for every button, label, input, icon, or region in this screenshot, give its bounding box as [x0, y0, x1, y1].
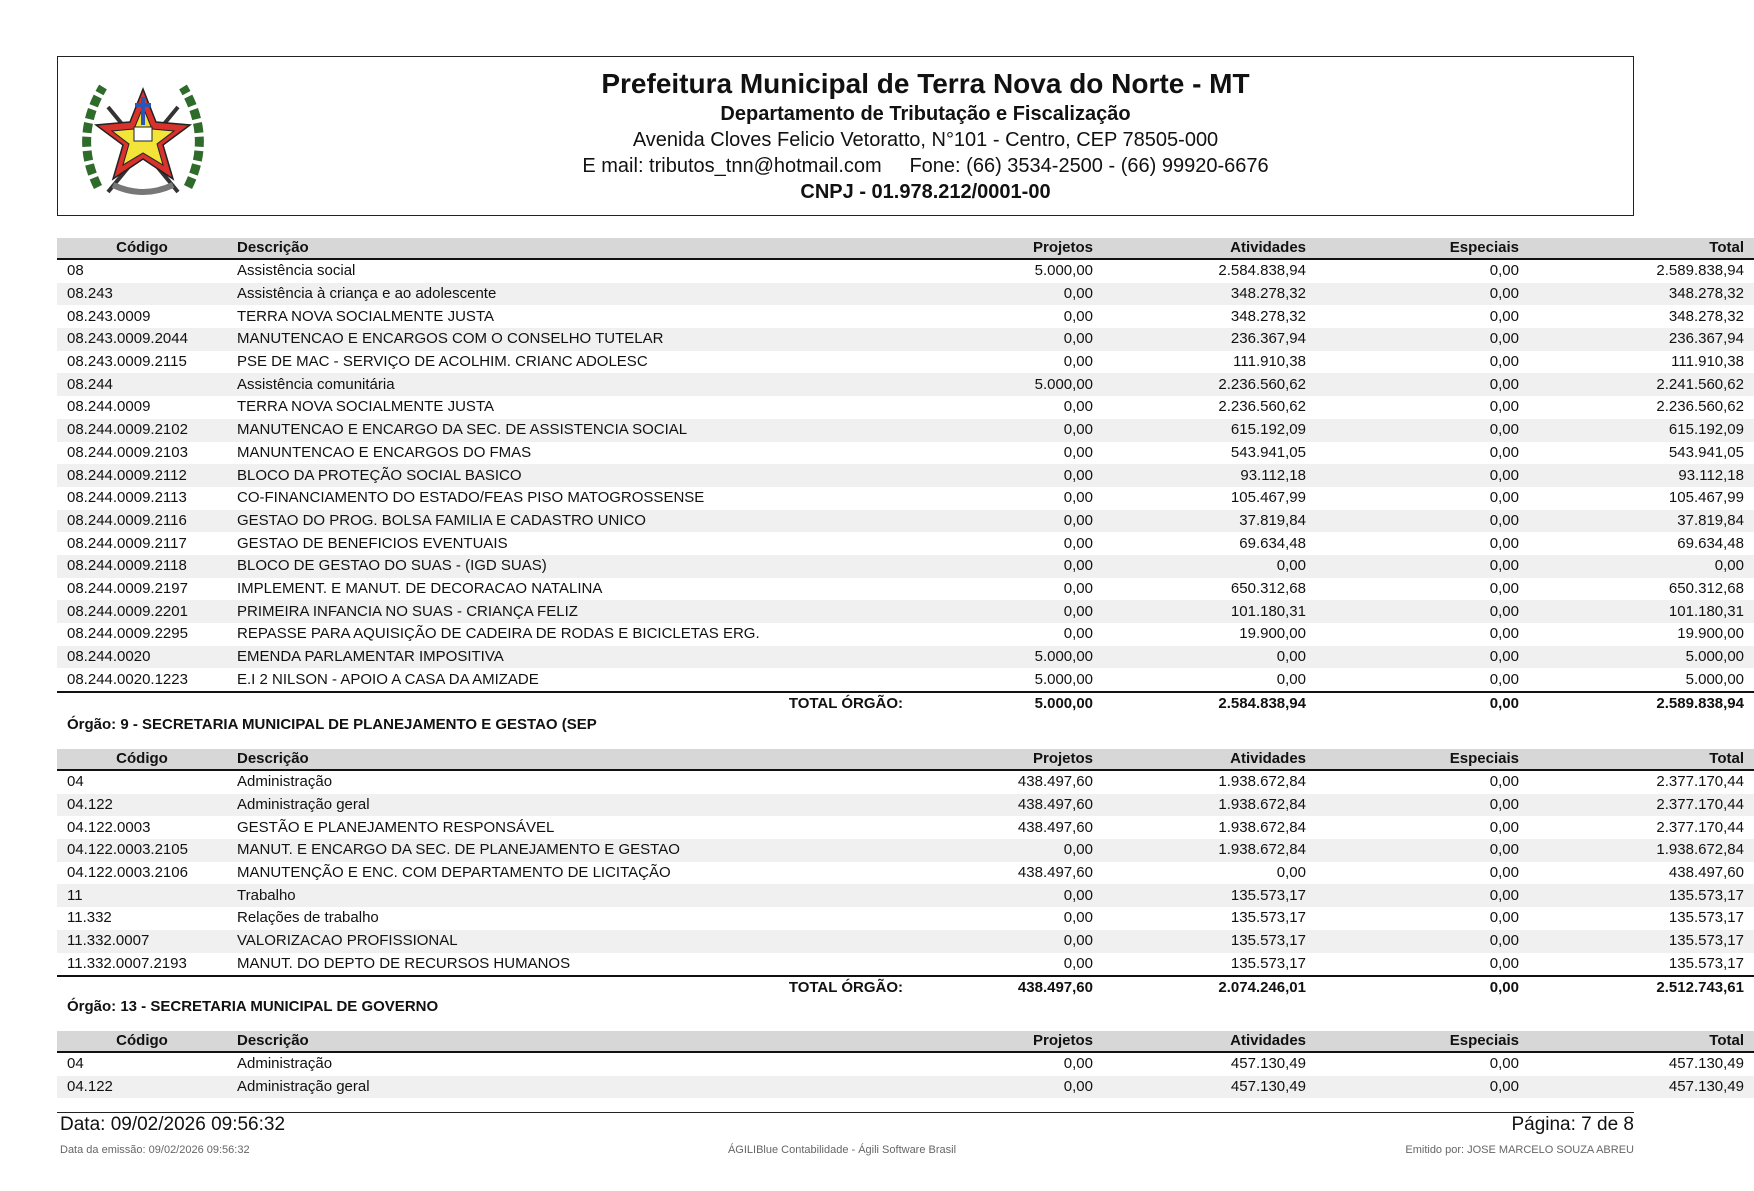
- total-label: TOTAL ÓRGÃO:: [227, 692, 913, 715]
- row-description: MANUTENCAO E ENCARGO DA SEC. DE ASSISTENCIA SOCIAL: [227, 419, 913, 442]
- row-code: 08.244.0009.2197: [67, 579, 188, 597]
- row-special: 0,00: [1316, 419, 1529, 442]
- row-projects: 5.000,00: [913, 646, 1103, 669]
- row-total: 236.367,94: [1529, 328, 1754, 351]
- row-projects: 5.000,00: [1034, 670, 1093, 688]
- col-header-projects: Projetos: [913, 1031, 1103, 1052]
- row-total: 2.589.838,94: [1656, 262, 1744, 280]
- table-row: [57, 305, 1754, 328]
- row-code: 08.244.0009.2112: [57, 464, 227, 487]
- row-special: 0,00: [1489, 670, 1519, 688]
- col-header-activities: Atividades: [1103, 238, 1316, 259]
- table-row: [57, 668, 1754, 692]
- table-row: [57, 373, 1754, 396]
- table-row: [57, 839, 1754, 862]
- col-header-description: Descrição: [227, 749, 913, 770]
- row-code: 04.122: [57, 794, 227, 817]
- row-projects: 0,00: [1063, 443, 1093, 461]
- footer-emission-date: Data da emissão: 09/02/2026 09:56:32: [60, 1144, 250, 1156]
- table-row: [57, 283, 1754, 306]
- row-projects: 0,00: [1063, 909, 1093, 927]
- row-special: 0,00: [1489, 489, 1519, 507]
- row-projects: 0,00: [1063, 398, 1093, 416]
- row-total: 135.573,17: [1668, 954, 1744, 972]
- row-code: 11.332.0007.2193: [67, 954, 187, 972]
- row-special: 0,00: [1489, 579, 1519, 597]
- row-activities: 1.938.672,84: [1218, 818, 1306, 836]
- row-total: 5.000,00: [1685, 670, 1744, 688]
- table-row: [57, 555, 1754, 578]
- row-special: 0,00: [1489, 909, 1519, 927]
- row-description: Relações de trabalho: [237, 909, 379, 927]
- row-projects: 0,00: [913, 510, 1103, 533]
- row-projects: 0,00: [913, 328, 1103, 351]
- row-activities: 0,00: [1103, 555, 1316, 578]
- row-special: 0,00: [1316, 555, 1529, 578]
- department-name: Departamento de Tributação e Fiscalização: [720, 103, 1131, 125]
- table-row: [57, 646, 1754, 669]
- row-code: 04.122.0003.2105: [57, 839, 227, 862]
- footer-issued-by: Emitido por: JOSE MARCELO SOUZA ABREU: [1405, 1144, 1634, 1156]
- row-total: 650.312,68: [1668, 579, 1744, 597]
- row-description: PSE DE MAC - SERVIÇO DE ACOLHIM. CRIANC ADOLESC: [237, 353, 648, 371]
- row-special: 0,00: [1489, 353, 1519, 371]
- row-description: IMPLEMENT. E MANUT. DE DECORACAO NATALINA: [237, 579, 603, 597]
- row-special: 0,00: [1489, 398, 1519, 416]
- row-description: Administração geral: [227, 794, 913, 817]
- row-total: 37.819,84: [1529, 510, 1754, 533]
- table-row: [57, 487, 1754, 510]
- row-code: 08.244.0009.2295: [67, 625, 188, 643]
- col-header-projects: Projetos: [913, 238, 1103, 259]
- col-header-activities: Atividades: [1103, 1031, 1316, 1052]
- row-activities: 105.467,99: [1230, 489, 1306, 507]
- row-projects: 438.497,60: [1017, 818, 1093, 836]
- row-special: 0,00: [1316, 328, 1529, 351]
- row-total: 2.241.560,62: [1529, 373, 1754, 396]
- col-header-code: Código: [57, 749, 227, 770]
- orgao-title-9: Órgão: 9 - SECRETARIA MUNICIPAL DE PLANEJAMENTO E GESTAO (SEP: [67, 716, 597, 733]
- row-total: 615.192,09: [1529, 419, 1754, 442]
- table-row: [57, 930, 1754, 953]
- row-projects: 0,00: [1063, 489, 1093, 507]
- row-total: 1.938.672,84: [1529, 839, 1754, 862]
- row-description: TERRA NOVA SOCIALMENTE JUSTA: [237, 307, 494, 325]
- footer-date: Data: 09/02/2026 09:56:32: [60, 1114, 286, 1135]
- row-code: 08.244.0020.1223: [67, 670, 188, 688]
- table-row: [57, 794, 1754, 817]
- row-description: BLOCO DA PROTEÇÃO SOCIAL BASICO: [227, 464, 913, 487]
- row-activities: 1.938.672,84: [1218, 773, 1306, 791]
- row-activities: 0,00: [1276, 864, 1306, 882]
- row-description: Trabalho: [227, 884, 913, 907]
- row-projects: 5.000,00: [1034, 262, 1093, 280]
- budget-table-orgao-13: [57, 1031, 1754, 1098]
- total-projects: 438.497,60: [913, 976, 1103, 999]
- row-description: GESTAO DO PROG. BOLSA FAMILIA E CADASTRO UNICO: [227, 510, 913, 533]
- row-description: E.I 2 NILSON - APOIO A CASA DA AMIZADE: [237, 670, 539, 688]
- row-special: 0,00: [1316, 1076, 1529, 1099]
- row-special: 0,00: [1316, 464, 1529, 487]
- row-code: 08.244.0020: [57, 646, 227, 669]
- row-special: 0,00: [1316, 646, 1529, 669]
- row-activities: 1.938.672,84: [1103, 794, 1316, 817]
- col-header-special: Especiais: [1316, 1031, 1529, 1052]
- row-projects: 0,00: [1063, 625, 1093, 643]
- row-description: VALORIZACAO PROFISSIONAL: [227, 930, 913, 953]
- row-activities: 2.584.838,94: [1218, 262, 1306, 280]
- row-activities: 69.634,48: [1239, 534, 1306, 552]
- table-header-row: [57, 749, 1754, 770]
- col-header-description: Descrição: [227, 238, 913, 259]
- row-projects: 0,00: [913, 839, 1103, 862]
- row-projects: 0,00: [1063, 534, 1093, 552]
- row-activities: 93.112,18: [1103, 464, 1316, 487]
- row-special: 0,00: [1489, 864, 1519, 882]
- row-code: 08.244: [57, 373, 227, 396]
- row-description: GESTÃO E PLANEJAMENTO RESPONSÁVEL: [237, 818, 555, 836]
- row-code: 08.244.0009.2102: [57, 419, 227, 442]
- row-description: GESTAO DE BENEFICIOS EVENTUAIS: [237, 534, 508, 552]
- row-code: 08.243: [57, 283, 227, 306]
- row-activities: 19.900,00: [1239, 625, 1306, 643]
- row-special: 0,00: [1316, 373, 1529, 396]
- table-row: [57, 1052, 1754, 1076]
- row-projects: 0,00: [913, 1076, 1103, 1099]
- row-special: 0,00: [1489, 625, 1519, 643]
- row-special: 0,00: [1489, 1055, 1519, 1073]
- row-activities: 2.236.560,62: [1103, 373, 1316, 396]
- row-special: 0,00: [1316, 839, 1529, 862]
- row-special: 0,00: [1316, 600, 1529, 623]
- row-projects: 0,00: [1063, 307, 1093, 325]
- row-total: 69.634,48: [1677, 534, 1744, 552]
- row-special: 0,00: [1489, 818, 1519, 836]
- row-projects: 0,00: [913, 930, 1103, 953]
- row-projects: 0,00: [1063, 579, 1093, 597]
- row-total: 348.278,32: [1668, 307, 1744, 325]
- row-activities: 0,00: [1103, 646, 1316, 669]
- col-header-code: Código: [57, 1031, 227, 1052]
- orgao-total-row: [57, 976, 1754, 999]
- row-special: 0,00: [1316, 884, 1529, 907]
- row-activities: 1.938.672,84: [1103, 839, 1316, 862]
- total-activities: 2.074.246,01: [1103, 976, 1316, 999]
- row-activities: 348.278,32: [1230, 307, 1306, 325]
- row-description: MANUT. E ENCARGO DA SEC. DE PLANEJAMENTO E GESTAO: [227, 839, 913, 862]
- table-row: [57, 351, 1754, 374]
- table-row: [57, 816, 1754, 839]
- row-special: 0,00: [1316, 283, 1529, 306]
- header-text-block: [218, 67, 1633, 205]
- table-row: [57, 510, 1754, 533]
- row-description: PRIMEIRA INFANCIA NO SUAS - CRIANÇA FELIZ: [227, 600, 913, 623]
- row-activities: 135.573,17: [1103, 884, 1316, 907]
- row-special: 0,00: [1489, 534, 1519, 552]
- row-code: 08.244.0009.2201: [57, 600, 227, 623]
- row-projects: 438.497,60: [1017, 864, 1093, 882]
- row-special: 0,00: [1316, 930, 1529, 953]
- row-projects: 0,00: [913, 464, 1103, 487]
- contact-line: E mail: tributos_tnn@hotmail.com Fone: (66) 3534-2500 - (66) 99920-6676: [582, 155, 1269, 177]
- row-activities: 615.192,09: [1103, 419, 1316, 442]
- row-code: 04.122.0003.2106: [67, 864, 188, 882]
- row-total: 5.000,00: [1529, 646, 1754, 669]
- budget-table-orgao-8: [57, 238, 1754, 715]
- row-special: 0,00: [1489, 954, 1519, 972]
- table-row: [57, 464, 1754, 487]
- col-header-description: Descrição: [227, 1031, 913, 1052]
- row-projects: 0,00: [913, 283, 1103, 306]
- row-code: 08.243.0009: [67, 307, 151, 325]
- row-description: Assistência comunitária: [227, 373, 913, 396]
- row-code: 08.244.0009.2113: [67, 489, 187, 507]
- row-activities: 37.819,84: [1103, 510, 1316, 533]
- row-projects: 438.497,60: [913, 794, 1103, 817]
- row-total: 135.573,17: [1529, 930, 1754, 953]
- row-projects: 0,00: [1063, 954, 1093, 972]
- total-projects: 5.000,00: [913, 692, 1103, 715]
- table-row: [57, 396, 1754, 419]
- total-special: 0,00: [1316, 976, 1529, 999]
- row-description: Administração geral: [227, 1076, 913, 1099]
- row-code: 11.332.0007: [57, 930, 227, 953]
- table-row: [57, 953, 1754, 977]
- row-total: 93.112,18: [1529, 464, 1754, 487]
- row-description: TERRA NOVA SOCIALMENTE JUSTA: [237, 398, 494, 416]
- row-special: 0,00: [1316, 510, 1529, 533]
- address-line: Avenida Cloves Felicio Vetoratto, N°101 - Centro, CEP 78505-000: [632, 129, 1219, 151]
- row-total: 2.236.560,62: [1656, 398, 1744, 416]
- report-header: [57, 56, 1634, 216]
- table-header-row: [57, 1031, 1754, 1052]
- row-code: 04.122.0003: [67, 818, 151, 836]
- table-row: [57, 328, 1754, 351]
- total-special: 0,00: [1316, 692, 1529, 715]
- row-total: 105.467,99: [1668, 489, 1744, 507]
- orgao-title-13: Órgão: 13 - SECRETARIA MUNICIPAL DE GOVERNO: [67, 998, 439, 1015]
- total-total: 2.512.743,61: [1529, 976, 1754, 999]
- col-header-special: Especiais: [1316, 238, 1529, 259]
- row-code: 08.243.0009.2115: [67, 353, 187, 371]
- table-row: [57, 884, 1754, 907]
- row-projects: 0,00: [1063, 353, 1093, 371]
- row-code: 04: [67, 1055, 84, 1073]
- row-projects: 0,00: [913, 884, 1103, 907]
- row-code: 08.244.0009: [67, 398, 151, 416]
- orgao-total-row: [57, 692, 1754, 715]
- table-row: [57, 259, 1754, 283]
- row-activities: 2.236.560,62: [1218, 398, 1306, 416]
- table-row: [57, 442, 1754, 465]
- row-projects: 0,00: [913, 419, 1103, 442]
- row-total: 101.180,31: [1529, 600, 1754, 623]
- row-total: 0,00: [1529, 555, 1754, 578]
- total-activities: 2.584.838,94: [1103, 692, 1316, 715]
- col-header-special: Especiais: [1316, 749, 1529, 770]
- total-spacer: [57, 976, 227, 999]
- col-header-activities: Atividades: [1103, 749, 1316, 770]
- row-description: Administração: [237, 1055, 333, 1073]
- table-header-row: [57, 238, 1754, 259]
- row-activities: 457.130,49: [1230, 1055, 1306, 1073]
- row-code: 04: [67, 773, 84, 791]
- row-activities: 101.180,31: [1103, 600, 1316, 623]
- row-code: 08.244.0009.2118: [57, 555, 227, 578]
- page-title: Prefeitura Municipal de Terra Nova do Norte - MT: [601, 68, 1250, 99]
- row-total: 19.900,00: [1677, 625, 1744, 643]
- total-total: 2.589.838,94: [1529, 692, 1754, 715]
- row-total: 2.377.170,44: [1656, 818, 1744, 836]
- row-special: 0,00: [1489, 307, 1519, 325]
- row-description: MANUTENÇÃO E ENC. COM DEPARTAMENTO DE LICITAÇÃO: [237, 864, 671, 882]
- row-description: CO-FINANCIAMENTO DO ESTADO/FEAS PISO MATOGROSSENSE: [237, 489, 705, 507]
- row-activities: 650.312,68: [1230, 579, 1306, 597]
- row-total: 457.130,49: [1529, 1076, 1754, 1099]
- row-special: 0,00: [1489, 262, 1519, 280]
- row-code: 11.332: [67, 909, 112, 927]
- col-header-projects: Projetos: [913, 749, 1103, 770]
- table-row: [57, 419, 1754, 442]
- row-activities: 236.367,94: [1103, 328, 1316, 351]
- row-projects: 0,00: [913, 600, 1103, 623]
- row-activities: 348.278,32: [1103, 283, 1316, 306]
- footer-divider: [57, 1112, 1634, 1113]
- row-description: MANUNTENCAO E ENCARGOS DO FMAS: [237, 443, 532, 461]
- table-row: [57, 578, 1754, 601]
- table-row: [57, 907, 1754, 930]
- total-spacer: [57, 692, 227, 715]
- table-row: [57, 862, 1754, 885]
- col-header-total: Total: [1529, 238, 1754, 259]
- row-total: 2.377.170,44: [1529, 794, 1754, 817]
- table-row: [57, 770, 1754, 794]
- row-special: 0,00: [1316, 794, 1529, 817]
- row-code: 08: [67, 262, 84, 280]
- row-total: 543.941,05: [1668, 443, 1744, 461]
- row-total: 438.497,60: [1668, 864, 1744, 882]
- row-projects: 438.497,60: [1017, 773, 1093, 791]
- table-row: [57, 600, 1754, 623]
- row-activities: 111.910,38: [1233, 353, 1306, 371]
- cnpj-line: CNPJ - 01.978.212/0001-00: [800, 181, 1051, 203]
- row-projects: 0,00: [913, 555, 1103, 578]
- row-activities: 457.130,49: [1103, 1076, 1316, 1099]
- row-description: REPASSE PARA AQUISIÇÃO DE CADEIRA DE RODAS E BICICLETAS ERG.: [237, 625, 760, 643]
- row-special: 0,00: [1489, 443, 1519, 461]
- row-activities: 135.573,17: [1230, 909, 1306, 927]
- table-row: [57, 532, 1754, 555]
- row-code: 08.243.0009.2044: [57, 328, 227, 351]
- row-code: 08.244.0009.2116: [57, 510, 227, 533]
- row-total: 135.573,17: [1529, 884, 1754, 907]
- budget-table-orgao-9: [57, 749, 1754, 999]
- row-total: 348.278,32: [1529, 283, 1754, 306]
- row-total: 457.130,49: [1668, 1055, 1744, 1073]
- footer-software: ÁGILIBlue Contabilidade - Ágili Software Brasil: [727, 1144, 957, 1156]
- row-code: 08.244.0009.2117: [67, 534, 187, 552]
- row-projects: 0,00: [1063, 1055, 1093, 1073]
- row-code: 08.244.0009.2103: [67, 443, 188, 461]
- row-total: 135.573,17: [1668, 909, 1744, 927]
- row-activities: 0,00: [1276, 670, 1306, 688]
- row-activities: 543.941,05: [1230, 443, 1306, 461]
- col-header-total: Total: [1529, 749, 1754, 770]
- total-label: TOTAL ÓRGÃO:: [227, 976, 913, 999]
- table-row: [57, 623, 1754, 646]
- row-description: BLOCO DE GESTAO DO SUAS - (IGD SUAS): [227, 555, 913, 578]
- row-description: MANUTENCAO E ENCARGOS COM O CONSELHO TUTELAR: [227, 328, 913, 351]
- row-total: 2.377.170,44: [1656, 773, 1744, 791]
- row-description: MANUT. DO DEPTO DE RECURSOS HUMANOS: [237, 954, 571, 972]
- col-header-code: Código: [57, 238, 227, 259]
- row-activities: 135.573,17: [1103, 930, 1316, 953]
- row-code: 04.122: [57, 1076, 227, 1099]
- row-description: Assistência à criança e ao adolescente: [227, 283, 913, 306]
- row-total: 111.910,38: [1671, 353, 1744, 371]
- row-projects: 5.000,00: [913, 373, 1103, 396]
- col-header-total: Total: [1529, 1031, 1754, 1052]
- table-row: [57, 1076, 1754, 1099]
- row-activities: 135.573,17: [1230, 954, 1306, 972]
- municipal-crest-icon: [68, 67, 218, 205]
- row-code: 11: [57, 884, 227, 907]
- row-description: EMENDA PARLAMENTAR IMPOSITIVA: [227, 646, 913, 669]
- row-special: 0,00: [1489, 773, 1519, 791]
- row-description: Assistência social: [237, 262, 356, 280]
- footer-page-number: Página: 7 de 8: [1511, 1114, 1634, 1135]
- row-description: Administração: [237, 773, 333, 791]
